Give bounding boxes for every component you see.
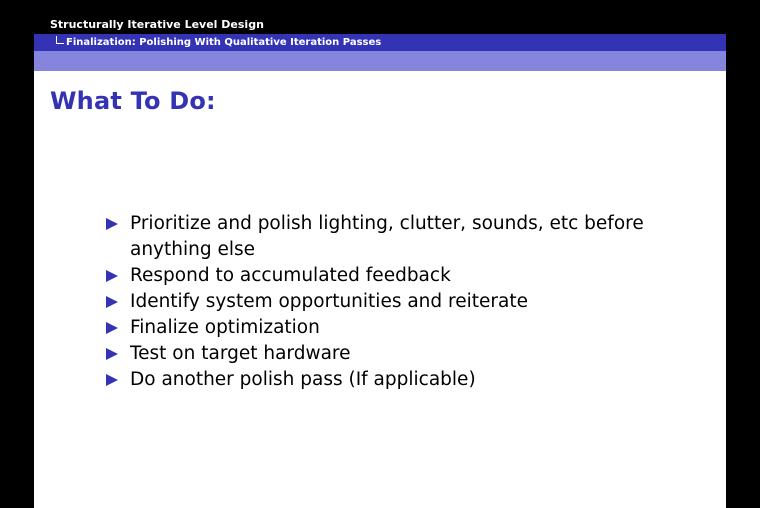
bullet-text: Test on target hardware: [130, 343, 351, 364]
triangle-bullet-icon: [106, 348, 118, 360]
bullet-text: Finalize optimization: [130, 317, 320, 338]
triangle-bullet-icon: [106, 374, 118, 386]
bullet-item: [106, 263, 646, 289]
section-title: Structurally Iterative Level Design: [50, 18, 264, 31]
triangle-bullet-icon: [106, 322, 118, 334]
subsection-headline-bar: [34, 34, 726, 51]
bullet-text: Identify system opportunities and reiterate: [130, 291, 528, 312]
bullet-item: [106, 315, 646, 341]
bullet-item: [106, 211, 646, 263]
slide: [34, 15, 726, 508]
bullet-text: Prioritize and polish lighting, clutter, sounds, etc before anything else: [130, 213, 644, 260]
triangle-bullet-icon: [106, 270, 118, 282]
tree-connector-icon: [56, 36, 64, 44]
bullet-item: [106, 341, 646, 367]
bullet-list: [106, 211, 646, 393]
bullet-item: [106, 367, 646, 393]
subsection-title: Finalization: Polishing With Qualitative Iteration Passes: [66, 37, 382, 48]
triangle-bullet-icon: [106, 296, 118, 308]
bullet-text: Do another polish pass (If applicable): [130, 369, 476, 390]
bullet-item: [106, 289, 646, 315]
frame-title: What To Do:: [50, 87, 216, 115]
triangle-bullet-icon: [106, 218, 118, 230]
headline-band: [34, 51, 726, 71]
section-headline-bar: [34, 15, 726, 34]
bullet-text: Respond to accumulated feedback: [130, 265, 451, 286]
